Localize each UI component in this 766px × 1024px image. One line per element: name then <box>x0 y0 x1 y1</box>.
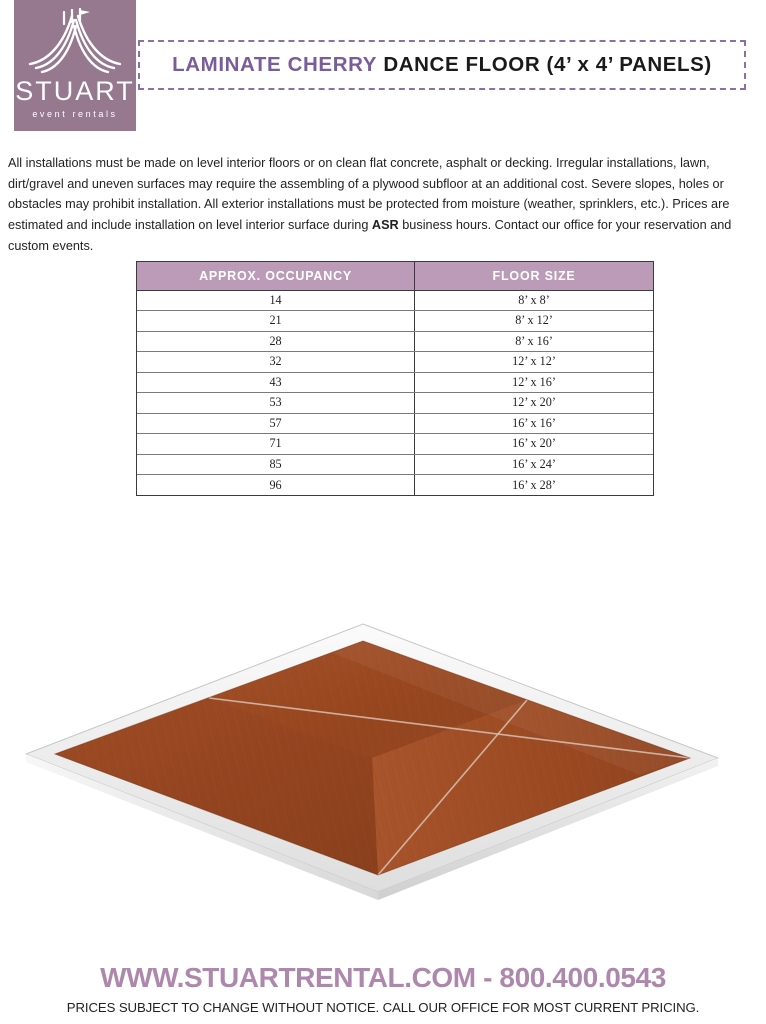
intro-part-1: All installations must be made on level interior floors or on clean flat concrete, asphalt or decking. Irregular installations, lawn, dirt/gravel and uneven surfaces may require the assembling of a plywood subfloor at an additional cost. Severe slopes, holes or obstacles may prohibit installation. All exterior installations must be protected from moisture (weather, sprinklers, etc.). Prices are estimated and include installation on level interior surface during <box>8 156 730 233</box>
table-row <box>137 454 653 475</box>
table-body <box>137 290 653 495</box>
footer-price-notice: PRICES SUBJECT TO CHANGE WITHOUT NOTICE. CALL OUR OFFICE FOR MOST CURRENT PRICING. <box>66 1000 700 1015</box>
cell-floor-size: 12’ x 12’ <box>415 352 653 373</box>
cell-floor-size: 16’ x 24’ <box>415 454 653 475</box>
cell-occupancy: 57 <box>137 413 415 434</box>
cell-occupancy: 32 <box>137 352 415 373</box>
cell-floor-size: 16’ x 20’ <box>415 434 653 455</box>
cell-occupancy: 21 <box>137 311 415 332</box>
footer-website-phone[interactable]: WWW.STUARTRENTAL.COM - 800.400.0543 <box>100 962 666 993</box>
cell-occupancy: 71 <box>137 434 415 455</box>
cell-floor-size: 8’ x 12’ <box>415 311 653 332</box>
table-row <box>137 413 653 434</box>
table-row <box>137 290 653 311</box>
cell-occupancy: 53 <box>137 393 415 414</box>
cell-floor-size: 16’ x 16’ <box>415 413 653 434</box>
page-title <box>140 42 744 88</box>
intro-part-2: business hours. Contact our office for your reservation and custom events. <box>8 218 732 253</box>
cell-floor-size: 12’ x 20’ <box>415 393 653 414</box>
tent-logo-icon <box>14 8 136 78</box>
table-header-floor-size: FLOOR SIZE <box>415 262 653 290</box>
logo-tagline: event rentals <box>32 109 118 119</box>
dance-floor-product-image <box>0 600 766 930</box>
table-row <box>137 393 653 414</box>
table-row <box>137 475 653 496</box>
table-row <box>137 372 653 393</box>
table-row <box>137 311 653 332</box>
table-row <box>137 331 653 352</box>
intro-bold-term: ASR <box>371 218 399 233</box>
cell-floor-size: 8’ x 16’ <box>415 331 653 352</box>
cell-occupancy: 43 <box>137 372 415 393</box>
cell-floor-size: 8’ x 8’ <box>415 290 653 311</box>
table-header-row <box>137 262 653 290</box>
page-title-highlight: LAMINATE CHERRY <box>172 53 378 76</box>
brand-logo-block <box>14 0 136 131</box>
table-header-occupancy: APPROX. OCCUPANCY <box>137 262 415 290</box>
floor-wood-grain <box>55 641 690 875</box>
cell-floor-size: 16’ x 28’ <box>512 477 556 492</box>
cell-floor-size: 12’ x 16’ <box>415 372 653 393</box>
intro-paragraph <box>8 153 750 257</box>
floor-size-table <box>136 261 654 496</box>
page-title-box <box>138 40 746 90</box>
cell-occupancy: 28 <box>137 331 415 352</box>
page-title-rest: DANCE FLOOR (4’ x 4’ PANELS) <box>383 53 712 76</box>
table-row <box>137 434 653 455</box>
logo-wordmark: STUART <box>15 76 135 106</box>
cell-occupancy: 14 <box>137 290 415 311</box>
cell-occupancy: 85 <box>137 454 415 475</box>
table-row <box>137 352 653 373</box>
cell-occupancy: 96 <box>137 475 415 496</box>
flag-icon <box>80 10 90 15</box>
